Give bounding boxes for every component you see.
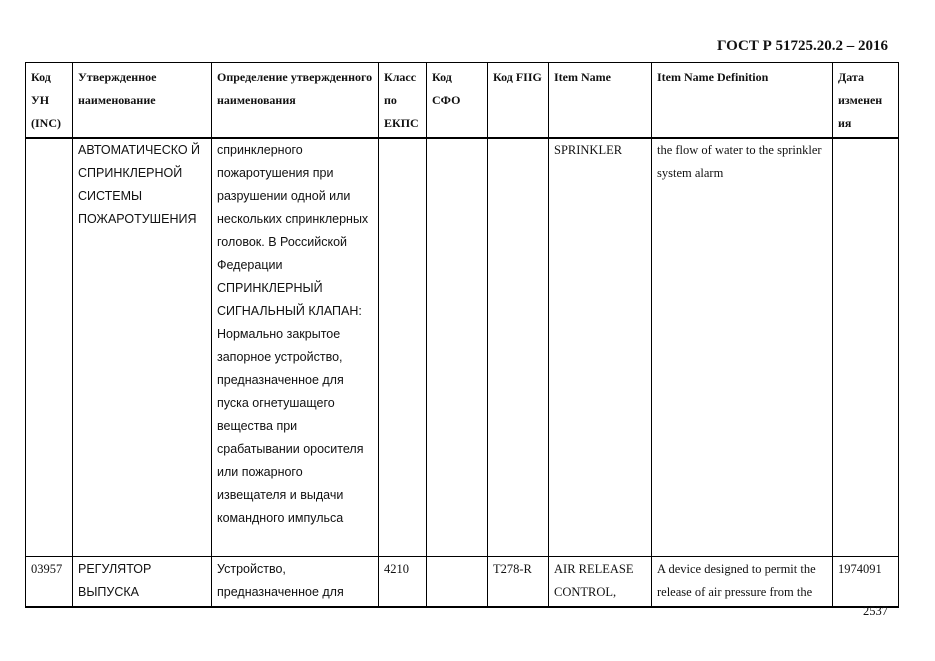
col-header-code-fiig: Код FIIG xyxy=(488,63,549,139)
cell-definition: спринклерного пожаротушения при разрушении одной или нескольких спринклерных головок. В Российской Федерации СПРИНКЛЕРНЫЙ СИГНАЛЬНЫЙ КЛАПАН: Нормально закрытое запорное устройство, предназначенное для пуска огнетушащего вещества при срабатывании оросителя или пожарного извещателя и выдачи командного импульса xyxy=(212,138,379,556)
col-header-approved-name: Утвержденное наименование xyxy=(73,63,212,139)
col-header-code-inc: Код УН (INC) xyxy=(26,63,73,139)
col-header-class-ekps: Класс по ЕКПС xyxy=(379,63,427,139)
cell-approved-name: АВТОМАТИЧЕСКО Й СПРИНКЛЕРНОЙ СИСТЕМЫ ПОЖАРОТУШЕНИЯ xyxy=(73,138,212,556)
table-row xyxy=(26,556,899,607)
cell-date-changed xyxy=(833,138,899,556)
cell-item-name: AIR RELEASE CONTROL, xyxy=(549,556,652,607)
table-row xyxy=(26,138,899,556)
cell-approved-name: РЕГУЛЯТОР ВЫПУСКА xyxy=(73,556,212,607)
cell-item-name-definition: the flow of water to the sprinkler system alarm xyxy=(652,138,833,556)
col-header-definition: Определение утвержденного наименования xyxy=(212,63,379,139)
cell-code-sfo xyxy=(427,556,488,607)
table-header-row xyxy=(26,63,899,139)
catalog-table xyxy=(25,62,899,608)
cell-code-sfo xyxy=(427,138,488,556)
cell-definition: Устройство, предназначенное для xyxy=(212,556,379,607)
cell-class-ekps: 4210 xyxy=(379,556,427,607)
standard-title: ГОСТ Р 51725.20.2 – 2016 xyxy=(716,38,888,54)
col-header-item-name-definition: Item Name Definition xyxy=(652,63,833,139)
col-header-item-name: Item Name xyxy=(549,63,652,139)
cell-code-inc: 03957 xyxy=(26,556,73,607)
cell-code-fiig: T278-R xyxy=(488,556,549,607)
col-header-date-changed: Дата изменен ия xyxy=(833,63,899,139)
cell-code-fiig xyxy=(488,138,549,556)
cell-date-changed: 1974091 xyxy=(833,556,899,607)
cell-class-ekps xyxy=(379,138,427,556)
cell-item-name-definition: A device designed to permit the release of air pressure from the xyxy=(652,556,833,607)
cell-item-name: SPRINKLER xyxy=(549,138,652,556)
cell-code-inc xyxy=(26,138,73,556)
col-header-code-sfo: Код СФО xyxy=(427,63,488,139)
page-number: 2537 xyxy=(863,604,888,618)
